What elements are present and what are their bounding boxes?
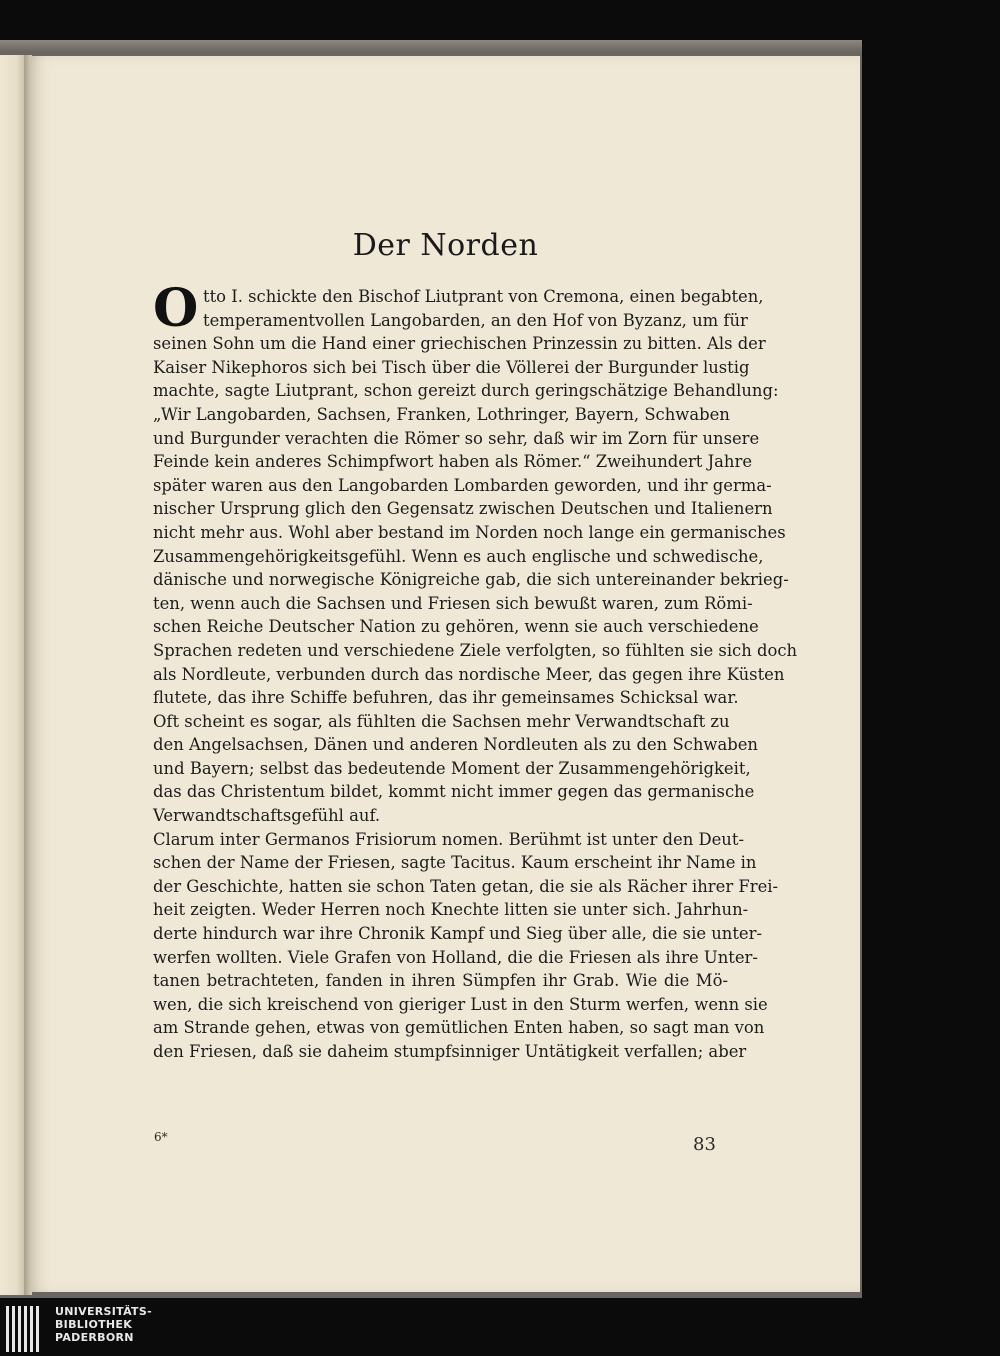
text-line: den Angelsachsen, Dänen und anderen Nordleuten als zu den Schwaben	[153, 735, 758, 755]
text-line: und Burgunder verachten die Römer so sehr, daß wir im Zorn für unsere	[153, 428, 760, 448]
signature-mark: 6*	[154, 1130, 168, 1144]
text-line: tto I. schickte den Bischof Liutprant von Cremona, einen begabten,	[203, 287, 764, 306]
text-line: temperamentvollen Langobarden, an den Hof von Byzanz, um für	[203, 310, 748, 330]
text-line: und Bayern; selbst das bedeutende Moment der Zusammengehörigkeit,	[153, 758, 751, 778]
book-cover-edge	[0, 40, 862, 52]
text-line: den Friesen, daß sie daheim stumpfsinniger Untätigkeit verfallen; aber	[153, 1042, 747, 1061]
text-line: „Wir Langobarden, Sachsen, Franken, Lothringer, Bayern, Schwaben	[153, 404, 730, 424]
text-line: flutete, das ihre Schiffe befuhren, das ihr gemeinsames Schicksal war.	[153, 688, 739, 708]
text-line: das das Christentum bildet, kommt nicht immer gegen das germanische	[153, 782, 755, 802]
text-line: Sprachen redeten und verschiedene Ziele verfolgten, so fühlten sie sich doch	[153, 640, 798, 660]
logo-line: PADERBORN	[55, 1331, 134, 1344]
text-line: als Nordleute, verbunden durch das nordische Meer, das gegen ihre Küsten	[153, 664, 785, 684]
text-line: schen der Name der Friesen, sagte Tacitus. Kaum erscheint ihr Name in	[153, 853, 757, 873]
library-logo-icon	[6, 1306, 39, 1352]
text-line: Zusammengehörigkeitsgefühl. Wenn es auch englische und schwedische,	[153, 546, 764, 566]
book-page	[31, 56, 860, 1292]
text-line: am Strande gehen, etwas von gemütlichen Enten haben, so sagt man von	[153, 1018, 765, 1038]
text-line: tanen betrachteten, fanden in ihren Sümpfen ihr Grab. Wie die Mö-	[153, 971, 728, 991]
logo-line: BIBLIOTHEK	[55, 1318, 133, 1331]
text-line: nicht mehr aus. Wohl aber bestand im Norden noch lange ein germanisches	[153, 522, 786, 542]
drop-cap-initial: O	[153, 278, 199, 339]
text-line: ten, wenn auch die Sachsen und Friesen sich bewußt waren, zum Römi-	[153, 593, 753, 613]
text-line: machte, sagte Liutprant, schon gereizt durch geringschätzige Behandlung:	[153, 381, 779, 401]
text-line: derte hindurch war ihre Chronik Kampf und Sieg über alle, die sie unter-	[153, 924, 763, 944]
text-line: Feinde kein anderes Schimpfwort haben als Römer.“ Zweihundert Jahre	[153, 452, 753, 472]
text-line: schen Reiche Deutscher Nation zu gehören, wenn sie auch verschiedene	[153, 617, 759, 637]
text-line: heit zeigten. Weder Herren noch Knechte litten sie unter sich. Jahrhun-	[153, 900, 749, 920]
text-line: Clarum inter Germanos Frisiorum nomen. Berühmt ist unter den Deut-	[153, 829, 744, 849]
text-line: der Geschichte, hatten sie schon Taten getan, die sie als Rächer ihrer Frei-	[153, 876, 779, 896]
text-line: werfen wollten. Viele Grafen von Holland, die die Friesen als ihre Unter-	[153, 947, 758, 967]
text-line: Verwandtschaftsgefühl auf.	[153, 806, 381, 826]
text-line: nischer Ursprung glich den Gegensatz zwischen Deutschen und Italienern	[153, 499, 773, 519]
library-logo-text	[55, 1305, 152, 1344]
left-page-edge	[0, 55, 24, 1295]
text-line: später waren aus den Langobarden Lombarden geworden, und ihr germa-	[153, 475, 772, 495]
body-text	[153, 278, 798, 1064]
text-line: wen, die sich kreischend von gieriger Lust in den Sturm werfen, wenn sie	[153, 994, 768, 1014]
text-line: Kaiser Nikephoros sich bei Tisch über die Völlerei der Burgunder lustig	[153, 357, 750, 377]
text-line: seinen Sohn um die Hand einer griechischen Prinzessin zu bitten. Als der	[153, 334, 766, 354]
page-number: 83	[693, 1134, 716, 1155]
page-heading: Der Norden	[352, 228, 539, 263]
logo-line: UNIVERSITÄTS-	[55, 1305, 152, 1318]
text-line: dänische und norwegische Königreiche gab, die sich untereinander bekrieg-	[153, 570, 789, 590]
text-line: Oft scheint es sogar, als fühlten die Sachsen mehr Verwandtschaft zu	[153, 711, 730, 731]
